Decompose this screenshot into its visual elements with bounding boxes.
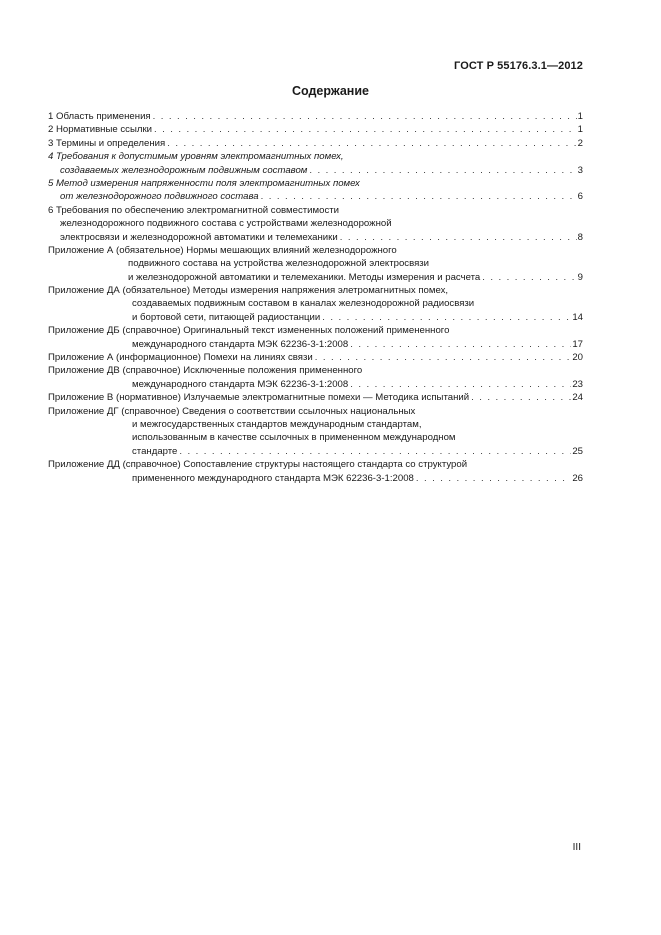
toc-page-number: 20 xyxy=(572,352,583,364)
toc-entry-line xyxy=(48,110,583,123)
toc-entry-text: электросвязи и железнодорожной автоматики и телемеханики xyxy=(60,231,338,243)
toc-entry-line xyxy=(48,190,583,203)
toc-entry-line xyxy=(48,271,583,284)
toc-entry-line xyxy=(48,204,583,217)
toc-entry-line xyxy=(48,418,583,431)
toc-entry-line xyxy=(48,378,583,391)
toc-entry[interactable] xyxy=(48,324,583,351)
dot-leader xyxy=(261,190,577,203)
toc-entry[interactable] xyxy=(48,458,583,485)
toc-entry-line xyxy=(48,150,583,163)
toc-page-number: 6 xyxy=(577,191,583,203)
toc-entry-line xyxy=(48,177,583,190)
toc-entry-text: Приложение ДГ (справочное) Сведения о соответствии ссылочных национальных xyxy=(48,405,416,417)
dot-leader xyxy=(309,164,576,177)
toc-entry-text: Приложение ДД (справочное) Сопоставление структуры настоящего стандарта со структурой xyxy=(48,459,468,471)
toc-entry[interactable] xyxy=(48,351,583,364)
toc-entry-line xyxy=(48,351,583,364)
page-title: Содержание xyxy=(291,84,369,98)
document-code: ГОСТ Р 55176.3.1—2012 xyxy=(454,60,583,72)
toc-page-number: 8 xyxy=(577,231,583,243)
toc-page-number: 1 xyxy=(577,124,583,136)
toc-entry-text: 1 Область применения xyxy=(48,111,151,122)
toc-page-number: 17 xyxy=(572,338,583,350)
toc-entry-line xyxy=(48,297,583,310)
toc-page-number: 1 xyxy=(577,111,583,122)
toc-entry[interactable] xyxy=(48,284,583,324)
toc-entry[interactable] xyxy=(48,391,583,404)
toc-entry-text: Приложение ДА (обязательное) Методы измерения напряжения элетромагнитных помех, xyxy=(48,285,449,297)
toc-entry-line xyxy=(48,284,583,297)
toc-entry-line xyxy=(48,472,583,485)
toc-page-number: 24 xyxy=(572,392,583,404)
toc-entry-text: Приложение ДВ (справочное) Исключенные положения примененного xyxy=(48,365,363,377)
toc-entry-line xyxy=(48,338,583,351)
toc-entry-line xyxy=(48,431,583,444)
toc-entry-line xyxy=(48,164,583,177)
toc-entry-text: 3 Термины и определения xyxy=(48,137,166,149)
toc-entry-text: Приложение А (обязательное) Нормы мешающих влияний железнодорожного xyxy=(48,244,397,256)
toc-entry-text: стандарте xyxy=(132,445,178,457)
toc-entry[interactable] xyxy=(48,110,583,123)
toc-page-number: 14 xyxy=(572,311,583,323)
toc-entry-line xyxy=(48,257,583,270)
toc-entry[interactable] xyxy=(48,244,583,284)
toc-page-number: 2 xyxy=(577,137,583,149)
toc-entry-text: международного стандарта МЭК 62236-3-1:2008 xyxy=(132,378,349,390)
dot-leader xyxy=(350,378,571,391)
toc-entry-text: и железнодорожной автоматики и телемеханики. Методы измерения и расчета xyxy=(128,271,481,283)
toc-entry-text: от железнодорожного подвижного состава xyxy=(60,191,259,203)
toc-entry-line xyxy=(48,364,583,377)
toc-entry-line xyxy=(48,458,583,471)
toc-entry-line xyxy=(48,405,583,418)
toc-entry-line xyxy=(48,311,583,324)
toc-page-number: 3 xyxy=(577,164,583,176)
toc-entry[interactable] xyxy=(48,405,583,459)
toc-entry-text: подвижного состава на устройства железнодорожной электросвязи xyxy=(128,258,430,270)
toc-entry-line xyxy=(48,324,583,337)
toc-entry[interactable] xyxy=(48,123,583,136)
table-of-contents xyxy=(48,110,583,485)
toc-entry-text: 2 Нормативные ссылки xyxy=(48,124,153,136)
dot-leader xyxy=(153,110,577,123)
toc-entry-text: международного стандарта МЭК 62236-3-1:2008 xyxy=(132,338,349,350)
toc-page-number: 23 xyxy=(572,378,583,390)
toc-entry-text: 5 Метод измерения напряженности поля электромагнитных помех xyxy=(48,177,360,189)
toc-entry-line xyxy=(48,445,583,458)
toc-entry-line xyxy=(48,123,583,136)
toc-entry-text: создаваемых железнодорожным подвижным составом xyxy=(60,164,308,176)
toc-entry-line xyxy=(48,244,583,257)
toc-entry-line xyxy=(48,137,583,150)
toc-page-number: 25 xyxy=(572,445,583,457)
toc-entry-text: Приложение ДБ (справочное) Оригинальный текст измененных положений примененного xyxy=(48,325,450,337)
toc-page-number: 26 xyxy=(572,472,583,484)
dot-leader xyxy=(179,445,571,458)
dot-leader xyxy=(340,231,577,244)
toc-entry-text: 6 Требования по обеспечению электромагнитной совместимости xyxy=(48,204,339,216)
toc-entry-line xyxy=(48,217,583,230)
toc-entry-text: Приложение В (нормативное) Излучаемые электромагнитные помехи — Методика испытаний xyxy=(48,392,470,404)
toc-entry-text: и межгосударственных стандартов международным стандартам, xyxy=(132,418,422,430)
toc-entry-text: использованным в качестве ссылочных в примененном международном xyxy=(132,432,456,444)
toc-entry-text: создаваемых подвижным составом в каналах железнодорожной радиосвязи xyxy=(132,298,475,310)
toc-entry-text: Приложение А (информационное) Помехи на линиях связи xyxy=(48,352,313,364)
toc-entry[interactable] xyxy=(48,150,583,177)
toc-entry-text: железнодорожного подвижного состава с устройствами железнодорожной xyxy=(60,218,392,230)
toc-entry-text: примененного международного стандарта МЭК 62236-3-1:2008 xyxy=(132,472,414,484)
dot-leader xyxy=(154,123,577,136)
toc-entry-text: и бортовой сети, питающей радиостанции xyxy=(132,311,321,323)
dot-leader xyxy=(167,137,576,150)
dot-leader xyxy=(416,472,571,485)
toc-entry-text: 4 Требования к допустимым уровням электромагнитных помех, xyxy=(48,151,344,163)
toc-page-number: 9 xyxy=(577,271,583,283)
dot-leader xyxy=(471,391,571,404)
dot-leader xyxy=(350,338,571,351)
dot-leader xyxy=(322,311,571,324)
toc-entry[interactable] xyxy=(48,204,583,244)
toc-entry-line xyxy=(48,391,583,404)
page-number: III xyxy=(572,842,581,853)
dot-leader xyxy=(482,271,576,284)
toc-entry-line xyxy=(48,231,583,244)
dot-leader xyxy=(315,351,572,364)
toc-entry[interactable] xyxy=(48,364,583,391)
toc-entry[interactable] xyxy=(48,177,583,204)
toc-entry[interactable] xyxy=(48,137,583,150)
